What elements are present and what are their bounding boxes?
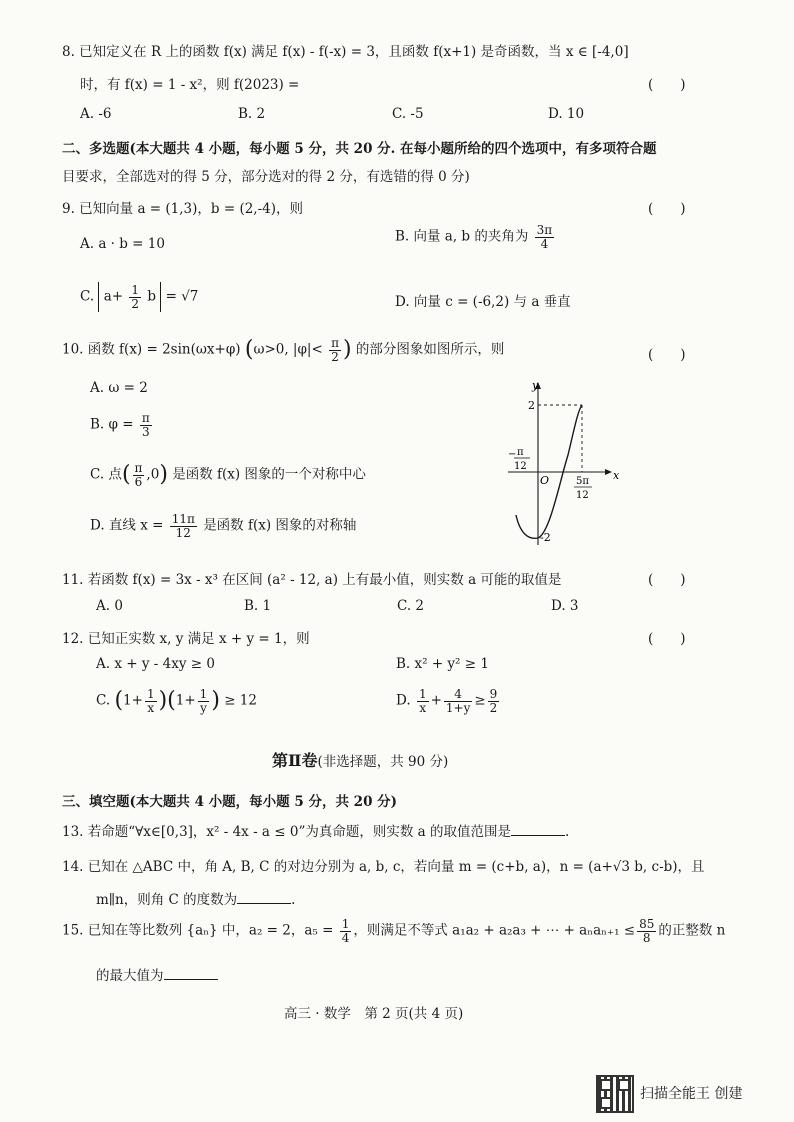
q13-text: 13. 若命题“∀x∈[0,3]，x² - 4x - a ≤ 0”为真命题，则实数 a 的取值范围是 <box>62 824 511 840</box>
paren-close: ) <box>211 688 220 714</box>
q15-line2 <box>96 964 218 984</box>
q12-stem: 12. 已知正实数 x, y 满足 x + y = 1，则 <box>62 631 310 647</box>
q15-num1: 1 <box>341 917 350 931</box>
qr-finder-top-right <box>618 1079 630 1091</box>
q12-option-c-num1: 1 <box>146 687 155 701</box>
origin-label: O <box>540 474 550 487</box>
q9-option-b <box>395 224 556 250</box>
q14-line2: m∥n，则角 C 的度数为 . <box>96 892 296 908</box>
q10-option-d-den: 12 <box>175 525 191 540</box>
q15-fraction-1 <box>340 918 352 944</box>
q12-option-d-num1: 1 <box>418 687 427 701</box>
section2-header-line1: 二、多选题(本大题共 4 小题，每小题 5 分，共 20 分. 在每小题所给的四个选项中，有多项符合题 <box>62 141 657 157</box>
x-left-den: 12 <box>514 461 527 472</box>
q9-option-b-fraction <box>535 224 555 250</box>
paren-close: ) <box>342 337 352 363</box>
q12-option-b: B. x² + y² ≥ 1 <box>396 656 489 672</box>
q10-option-b <box>90 412 154 438</box>
q9-option-b-num: 3π <box>536 223 553 237</box>
q8-line1: 8. 已知定义在 R 上的函数 f(x) 满足 f(x) - f(-x) = 3，且函数 f(x+1) 是奇函数，当 x ∈ [-4,0] <box>62 44 629 60</box>
q10-option-d-tail: 是函数 f(x) 图象的对称轴 <box>203 517 357 534</box>
q8-option-b: B. 2 <box>238 106 266 122</box>
q13-stem: 13. 若命题“∀x∈[0,3]，x² - 4x - a ≤ 0”为真命题，则实数 a 的取值范围是 . <box>62 824 570 840</box>
q9-option-c-fraction <box>129 284 141 310</box>
q10-sine-graph <box>500 375 630 550</box>
x-axis-arrow <box>605 469 612 475</box>
q11-answer-paren: ( ) <box>648 572 686 588</box>
q11-option-c: C. 2 <box>397 598 425 614</box>
abs-bar-right <box>160 282 161 312</box>
q9-option-d: D. 向量 c = (-6,2) 与 a 垂直 <box>395 294 571 310</box>
q9-option-c-num: 1 <box>131 282 140 297</box>
q11-option-b: B. 1 <box>244 598 272 614</box>
qr-code-icon <box>596 1075 634 1113</box>
q10-option-c-fraction <box>133 462 145 488</box>
q12-option-d-fraction-1 <box>417 688 429 714</box>
section2-header-line2: 目要求，全部选对的得 5 分，部分选对的得 2 分，有选错的得 0 分) <box>62 169 470 185</box>
section3-header: 三、填空题(本大题共 4 小题，每小题 5 分，共 20 分) <box>62 794 398 810</box>
q10-stem-fraction <box>329 337 341 363</box>
q12-option-a: A. x + y - 4xy ≥ 0 <box>96 656 215 672</box>
q12-option-d-ge: ≥ <box>474 692 486 709</box>
q12-option-c-num2: 1 <box>199 687 208 701</box>
q12-option-c-den1: x <box>147 700 155 715</box>
q9-option-c <box>80 282 198 312</box>
q13-answer-blank <box>511 835 565 836</box>
q10-option-b-text: B. φ = <box>90 416 134 433</box>
qr-finder-bottom-left <box>600 1097 612 1109</box>
q9-option-c-a: a+ <box>103 288 124 305</box>
y-max-label: 2 <box>528 399 535 412</box>
q12-option-d-num3: 9 <box>489 687 498 701</box>
q12-option-c <box>96 688 257 714</box>
q15-text-post: 的正整数 n <box>658 922 726 939</box>
part2-title: 第Ⅱ卷 <box>272 751 318 770</box>
q10-option-c: C. 点( $\frac{\pi}{6}$ ,0) 是函数 f(x) 图象的一个对称中心 <box>90 461 366 489</box>
q14-line1: 14. 已知在 △ABC 中，角 A, B, C 的对边分别为 a, b, c，若向量 m = (c+b, a)，n = (a+√3 b, c-b)，且 <box>62 859 705 875</box>
q15-text-mid: ，则满足不等式 a₁a₂ + a₂a₃ + ⋯ + aₙaₙ₊₁ ≤ <box>353 922 636 939</box>
q10-option-c-num: π <box>134 461 143 475</box>
qr-finder-top-left <box>600 1079 612 1091</box>
abs-bar-left <box>98 282 99 312</box>
q10-stem-tail: 的部分图象如图所示，则 <box>355 341 505 358</box>
q15-line2-text: 的最大值为 <box>96 968 164 984</box>
q8-answer-paren: ( ) <box>648 77 686 93</box>
q10-option-c-text: C. 点 <box>90 466 122 483</box>
q10-option-d-num: 11π <box>171 512 195 526</box>
part2-heading <box>272 748 448 771</box>
q12-option-d-label: D. <box>396 692 411 709</box>
q12-option-d-den1: x <box>419 700 427 715</box>
x-left-sign: − <box>508 449 517 460</box>
y-min-label: -2 <box>540 531 551 544</box>
q12-option-c-den2: y <box>200 700 207 715</box>
q8-line2: 时，有 f(x) = 1 - x²，则 f(2023) = <box>80 77 300 93</box>
q10-option-b-num: π <box>141 411 150 425</box>
q10-option-b-fraction <box>140 412 152 438</box>
q9-option-b-text: B. 向量 a, b 的夹角为 <box>395 228 529 245</box>
q10-stem-den: 2 <box>331 349 339 364</box>
q9-stem: 9. 已知向量 a = (1,3)，b = (2,-4)，则 <box>62 201 304 217</box>
q15-den1: 4 <box>341 930 350 945</box>
x-left-num: π <box>517 447 524 458</box>
q11-stem: 11. 若函数 f(x) = 3x - x³ 在区间 (a² - 12, a) 上有最小值，则实数 a 可能的取值是 <box>62 572 562 588</box>
scanner-watermark: 扫描全能王 创建 <box>640 1086 743 1102</box>
q10-option-d-fraction <box>170 513 197 539</box>
q9-option-c-label: C. <box>80 288 95 305</box>
q9-answer-paren: ( ) <box>648 201 686 217</box>
q12-option-c-value: ≥ 12 <box>224 692 257 709</box>
q12-option-d-fraction-3 <box>488 688 500 714</box>
q10-option-c-den: 6 <box>134 474 143 489</box>
q14-answer-blank <box>237 903 291 904</box>
q14-line2-text: m∥n，则角 C 的度数为 <box>96 892 238 908</box>
y-axis-label: y <box>532 379 539 392</box>
q12-option-c-one-b: 1+ <box>175 692 196 709</box>
paren-close: ) <box>158 688 168 714</box>
q15-fraction-2 <box>637 918 656 944</box>
q10-stem-num: π <box>331 336 339 350</box>
q9-option-c-b: b <box>147 288 156 305</box>
q12-option-d-fraction-2 <box>444 688 472 714</box>
q8-option-d: D. 10 <box>548 106 585 122</box>
q12-option-c-fraction-1 <box>145 688 157 714</box>
q12-option-d-den2: 1+y <box>445 700 471 715</box>
q12-answer-paren: ( ) <box>648 631 686 647</box>
x-axis-label: x <box>613 469 620 482</box>
q9-option-c-value: = √7 <box>165 288 199 305</box>
paren-open: ( <box>244 337 254 363</box>
x-right-den: 12 <box>576 490 589 501</box>
q15-num2: 85 <box>639 917 655 931</box>
paren-open: ( <box>167 688 176 714</box>
paren-open: ( <box>121 462 131 488</box>
q9-option-c-den: 2 <box>131 296 140 311</box>
q12-option-d-num2: 4 <box>444 688 472 702</box>
q10-stem-condition: ω>0, |φ|< <box>253 341 323 358</box>
q8-option-c: C. -5 <box>392 106 424 122</box>
q15-answer-blank <box>164 979 218 980</box>
q12-option-d: D. $\frac{1}{x}$ + $\frac{4}{1+y}$ ≥ $\frac{9}{2}$ <box>396 687 498 715</box>
q11-option-d: D. 3 <box>551 598 579 614</box>
q10-answer-paren: ( ) <box>648 347 686 363</box>
q12-option-c-label: C. <box>96 692 111 709</box>
q10-option-a: A. ω = 2 <box>90 380 148 396</box>
q12-option-d-den3: 2 <box>489 700 498 715</box>
q12-option-c-fraction-2 <box>198 688 210 714</box>
paren-close: ) <box>159 462 168 488</box>
q12-option-c-one-a: 1+ <box>123 692 143 709</box>
x-right-num: 5π <box>576 476 589 487</box>
q10-option-b-den: 3 <box>141 424 150 439</box>
q15-line1 <box>62 918 725 944</box>
q10-option-c-tail: 是函数 f(x) 图象的一个对称中心 <box>172 466 366 483</box>
q10-stem <box>62 337 504 363</box>
part2-subtitle: (非选择题，共 90 分) <box>317 754 449 770</box>
q9-option-a: A. a · b = 10 <box>80 236 165 252</box>
q15-text-pre: 15. 已知在等比数列 {aₙ} 中，a₂ = 2，a₅ = <box>62 922 334 939</box>
paren-open: ( <box>114 688 124 714</box>
q10-stem-function: 10. 函数 f(x) = 2sin(ωx+φ) <box>62 341 241 358</box>
q8-option-a: A. -6 <box>80 106 112 122</box>
q15-den2: 8 <box>642 930 651 945</box>
q10-option-d-text: D. 直线 x = <box>90 517 164 534</box>
q11-option-a: A. 0 <box>96 598 123 614</box>
q9-option-b-den: 4 <box>540 236 549 251</box>
q10-option-d <box>90 513 356 539</box>
page-footer: 高三 · 数学 第 2 页(共 4 页) <box>284 1006 464 1022</box>
